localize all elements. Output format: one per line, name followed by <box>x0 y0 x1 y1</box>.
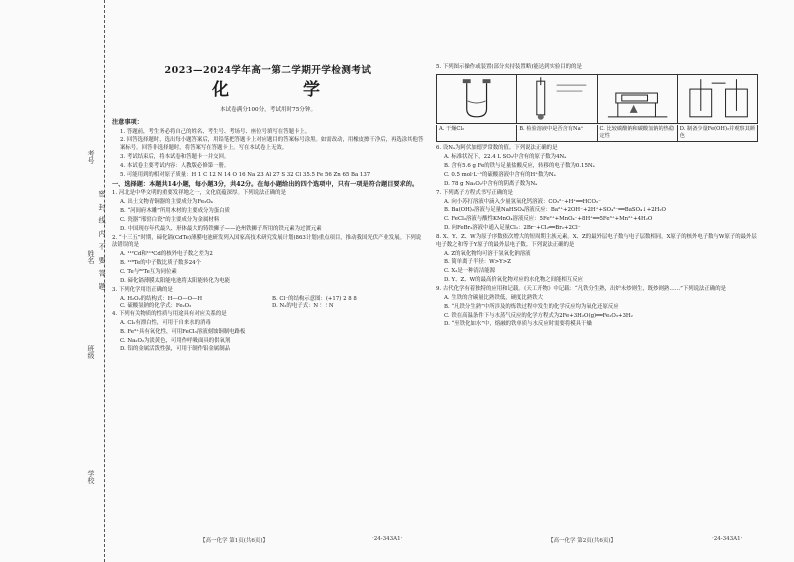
apparatus-a-image <box>437 75 517 123</box>
label-xingming: 姓名 <box>87 250 95 264</box>
question-option: B. “凡铁分生熟”中所涉及的炼铁过程中发生的化学反应均为氧化还原反应 <box>444 303 619 310</box>
question-option: A. 生铁的含碳量比熟铁低，硬度比熟铁大 <box>444 294 543 301</box>
question-option: D. 78 g Na₂O₂中含有的阴离子数为Nₐ <box>444 180 538 187</box>
footer-right-code: ·24-343A1· <box>712 536 743 542</box>
apparatus-d-image <box>678 75 757 123</box>
question-option: D. 铝的金属活泼性强，可用于制作铝金属制品 <box>120 346 230 353</box>
notice-item: 5. 可能用到的相对原子质量：H 1 C 12 N 14 O 16 Na 23 Al 27 S 32 Cl 35.5 Fe 56 Zn 65 Ba 137 <box>120 171 371 178</box>
question-option: B. Ba(OH)₂溶液与足量NaHSO₄溶液反应：Ba²⁺+2OH⁻+2H⁺+SO₄²⁻══BaSO₄↓+2H₂O <box>444 207 666 214</box>
footer-right: 【高一化学 第2页(共6页)】 <box>548 538 617 544</box>
question-option: D. N₂的电子式：N⋮⋮N <box>272 303 334 310</box>
question-option: B. “河间府木雕”所用木材的主要成分为蛋白质 <box>120 208 230 215</box>
question-stem: 6. 设Nₐ为阿伏加德罗常数的值。下列说法正确的是 <box>436 145 558 152</box>
notice-item: 4. 本试卷主要考试内容：人教版必修第一册。 <box>120 162 230 169</box>
question-option: A. 出土文物青铜器的主要成分为Fe₃O₄ <box>120 199 213 206</box>
question-option: A. 标准状况下，22.4 L SO₃中含有的原子数为4Nₐ <box>444 154 567 161</box>
question-stem: 7. 下列离子方程式书写正确的是 <box>436 189 513 196</box>
question-stem: 4. 下列有关物质的性质与用途具有对应关系的是 <box>112 310 227 317</box>
question-option: C. FeCl₂溶液与酸性KMnO₄溶液反应：5Fe²⁺+MnO₄⁻+8H⁺══5Fe³⁺+Mn²⁺+4H₂O <box>444 216 653 223</box>
label-banji: 班级 <box>87 345 95 359</box>
apparatus-c-image <box>598 75 678 123</box>
question-option: A. ¹¹²Cd和¹¹⁴Cd的核外电子数之差为2 <box>120 251 213 258</box>
question-stem: 3. 下列化学用语正确的是 <box>112 286 173 293</box>
apparatus-label: A. 干燥Cl₂ <box>437 125 517 142</box>
question-stem: 1. 河北是中华文明的重要发祥地之一，文化底蕴深厚。下列说法正确的是 <box>112 190 286 197</box>
label-kaohao: 考号 <box>87 150 95 164</box>
exam-subject: 化 学 <box>212 80 354 101</box>
question-option: D. 向FeBr₂溶液中通入足量Cl₂：2Br⁻+Cl₂══Br₂+2Cl⁻ <box>444 225 581 232</box>
score-note: 本试卷满分100分，考试用时75分钟。 <box>219 106 317 113</box>
footer-left-code: ·24-343A1· <box>372 536 403 542</box>
question-stem: 2. “十三五”时期，碲化镉(CdTe)薄膜电池研发列入国家高技术研究发展计划(863计划)重点项目，推动我国光伏产业发展。下列说法错误的是 <box>112 234 422 249</box>
right-column <box>436 64 758 330</box>
question-option: A. 向小苏打溶液中滴入少量氢氧化钙溶液：CO₃²⁻+H⁺══HCO₃⁻ <box>444 198 601 205</box>
notice-item: 3. 考试结束后，将本试卷和答题卡一并交回。 <box>120 153 230 160</box>
question-option: C. 瓷器“邢窑白瓷”的主要成分为金属材料 <box>120 217 220 224</box>
question-option: C. Na₂O₂为淡黄色，可用作呼吸面具的供氧剂 <box>120 337 231 344</box>
question-option: B. Cl⁻的结构示意图：(+17) 2 8 8 <box>272 295 357 302</box>
question-option: D. Y、Z、W的最高价氧化物对应的水化物之间能相互反应 <box>444 277 583 284</box>
question-option: D. 中国现存年代最久、形体最大的铸铁狮子——沧州铁狮子所用的铁元素为过渡元素 <box>120 225 322 232</box>
question-option: B. 含有5.6 g Fe的铁与足量盐酸反应，转移的电子数为0.15Nₐ <box>444 163 595 170</box>
apparatus-label: D. 制备少量Fe(OH)₂并观察其颜色 <box>679 125 755 140</box>
apparatus-label: C. 比较碳酸钠和碳酸氢钠的热稳定性 <box>598 125 678 142</box>
notice-item: 2. 回答选择题时，选出每小题答案后，用铅笔把答题卡上对应题目的答案标号涂黑。如需改动，用橡皮擦干净后，再选涂其他答案标号。回答非选择题时，将答案写在答题卡上。写在本试卷上无效。 <box>120 137 424 152</box>
question-option: A. Z的氧化物均可溶于氢氧化钠溶液 <box>444 250 531 257</box>
section-heading: 一、选择题：本题共14小题，每小题3分，共42分。在每小题给出的四个选项中，只有一项是符合题目要求的。 <box>112 180 419 188</box>
apparatus-label: B. 检验溶液中是否含有Na⁺ <box>517 125 597 142</box>
notice-item: 1. 答题前，考生务必将自己的姓名、考生号、考场号、座位号填写在答题卡上。 <box>120 128 311 135</box>
apparatus-figure-row <box>436 74 758 124</box>
notice-heading: 注意事项： <box>112 118 143 126</box>
left-column <box>112 58 424 355</box>
question-option: A. H₂O₂的结构式：H—O—O—H <box>120 295 203 302</box>
question-option: C. X₂是一种清洁能源 <box>444 268 496 275</box>
question-option: C. 0.5 mol·L⁻¹的硫酸溶液中含有的H⁺数为Nₐ <box>444 172 556 178</box>
question-option: C. 硫酸氢钠的化学式：Fe₂O₃ <box>120 303 192 310</box>
label-xuexiao: 学校 <box>87 470 95 484</box>
question-option: A. Cl₂有漂白性，可用于自来水的消毒 <box>120 319 211 326</box>
apparatus-b-image <box>517 75 597 123</box>
question-option: B. Fe³⁺具有氧化性，可用FeCl₃溶液刻蚀铜制电路板 <box>120 328 246 335</box>
apparatus-labels <box>436 125 758 143</box>
question-option: C. 铁在高温条件下与水蒸气反应的化学方程式为2Fe+3H₂O(g)══Fe₂O₃+3H₂ <box>444 312 633 319</box>
question-option: B. ¹²⁸Te的中子数比质子数多24个 <box>120 260 202 267</box>
question-stem: 5. 下列图示操作或装置(部分夹持装置略)能达到实验目的的是 <box>436 64 582 70</box>
exam-title: 2023—2024学年高一第二学期开学检测考试 <box>164 65 372 76</box>
question-option: D. 碲化镉薄膜太阳能电池将太阳能转化为电能 <box>120 277 230 284</box>
question-option: B. 简单离子半径：W>Y>Z <box>444 259 512 266</box>
question-option: C. Te与⁸⁰Te互为同位素 <box>120 269 177 276</box>
question-option: D. “至铁化如水”中，熔融的铁单质与水反应时需要将模具干燥 <box>444 321 592 328</box>
question-stem: 9. 古代化学有着独特的应用和记载。《天工开物》中记载：“凡铁分生熟，出炉未炒则生，既炒则熟……”下列说法正确的是 <box>436 285 726 292</box>
question-stem: 8. X、Y、Z、W为原子序数依次增大的短周期主族元素。X、Z的最外层电子数与电子层数相同，X原子的核外电子数与W原子的最外层电子数之和等于Y原子的最外层电子数。下列说法正确的是 <box>436 234 757 248</box>
footer-left: 【高一化学 第1页(共6页)】 <box>200 538 269 544</box>
seal-line-text: 密 封 线 内 不 要 答 题 <box>98 190 106 292</box>
